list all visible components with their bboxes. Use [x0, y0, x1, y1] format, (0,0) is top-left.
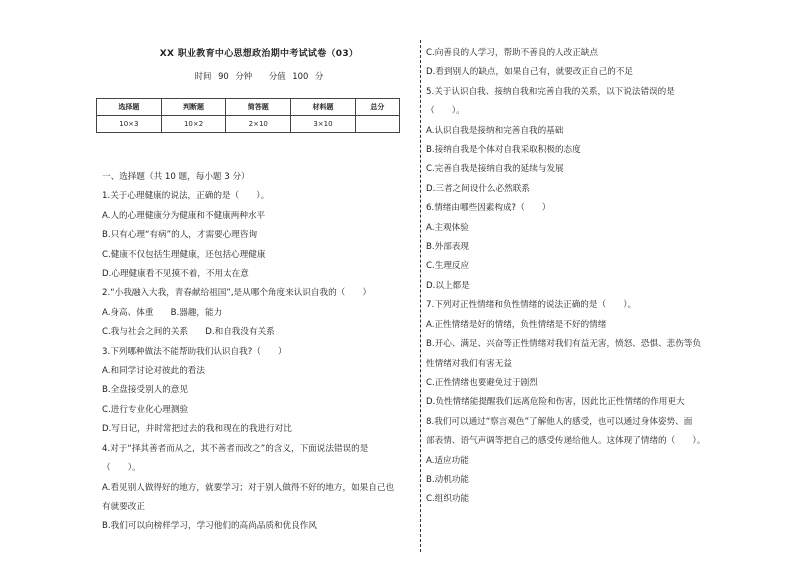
- option-line: C.向善良的人学习，帮助不善良的人改正缺点: [426, 48, 599, 58]
- question-line: 3.下列哪种做法不能帮助我们认识自我?（ ）: [102, 346, 287, 357]
- option-line: D.写日记，并时常把过去的我和现在的我进行对比: [102, 424, 292, 435]
- option-line: A.适应功能: [426, 455, 469, 466]
- option-line: C.健康不仅包括生理健康，还包括心理健康: [102, 249, 266, 260]
- option-line: B.开心、满足、兴奋等正性情绪对我们有益无害，愤怒、恐惧、悲伤等负: [426, 339, 702, 350]
- score-table: [96, 98, 400, 133]
- score-header-cell: 简答题: [226, 99, 291, 116]
- score-value-cell: 10×3: [97, 116, 162, 133]
- question-line: 4.对于“择其善者而从之，其不善者而改之”的含义，下面说法错误的是: [102, 443, 369, 454]
- exam-title: XX 职业教育中心思想政治期中考试试卷（03）: [159, 49, 359, 59]
- question-line: 1.关于心理健康的说法，正确的是（ ）。: [102, 191, 270, 202]
- score-header-cell: 总分: [355, 99, 399, 116]
- option-line: C.进行专业化心理测验: [102, 404, 189, 415]
- option-line: 有就要改正: [102, 501, 145, 512]
- option-line: A.和同学讨论对彼此的看法: [102, 366, 205, 377]
- score-header-cell: 材料题: [291, 99, 356, 116]
- question-line: 5.关于认识自我、接纳自我和完善自我的关系，以下说法错误的是: [426, 86, 675, 97]
- question-line: 部表情、语气声调等把自己的感受传递给他人。这体现了情绪的（ ）。: [426, 436, 706, 447]
- score-value-cell: 10×2: [161, 116, 226, 133]
- score-table-header-row: [97, 99, 400, 116]
- left-column: [102, 168, 414, 537]
- option-line: 性情绪对我们有害无益: [426, 358, 512, 369]
- score-table-value-row: [97, 116, 400, 133]
- option-line: A.看见别人做得好的地方，就要学习；对于别人做得不好的地方，如果自己也: [102, 482, 395, 493]
- question-line: 2.“小我融入大我，青春献给祖国”,是从哪个角度来认识自我的（ ）: [102, 288, 372, 299]
- question-line: 6.情绪由哪些因素构成?（ ）: [426, 203, 551, 214]
- option-line: B.全盘接受别人的意见: [102, 385, 188, 396]
- right-column: [426, 44, 758, 510]
- option-line: D.三者之间设什么必然联系: [426, 183, 530, 194]
- option-line: B.只有心理“有病”的人，才需要心理咨询: [102, 230, 258, 241]
- option-line: A.认识自我是接纳和完善自我的基础: [426, 125, 564, 136]
- option-line: C.正性情绪也要避免过于剧烈: [426, 377, 538, 388]
- option-line: C.生理反应: [426, 261, 470, 272]
- score-value-cell: 3×10: [291, 116, 356, 133]
- score-value-cell: [355, 116, 399, 133]
- section-title: 一、选择题（共 10 题，每小题 3 分）: [102, 172, 250, 182]
- score-value-cell: 2×10: [226, 116, 291, 133]
- exam-subtitle: 时间 90 分钟 分值 100 分: [194, 71, 324, 81]
- option-line: A.主观体验: [426, 222, 469, 233]
- option-line: D.看到别人的缺点，如果自己有，就要改正自己的不足: [426, 67, 634, 78]
- option-line: A.人的心理健康分为健康和不健康两种水平: [102, 210, 266, 221]
- question-line: 7.下列对正性情绪和负性情绪的说法正确的是（ ）。: [426, 300, 637, 311]
- option-line: A.正性情绪是好的情绪，负性情绪是不好的情绪: [426, 319, 607, 330]
- question-line: （ ）。: [102, 463, 141, 474]
- question-line: 8.我们可以通过“察言观色”了解他人的感受，也可以通过身体姿势、面: [426, 416, 693, 427]
- column-divider: [420, 40, 421, 552]
- option-line: D.以上都是: [426, 280, 470, 291]
- score-header-cell: 判断题: [161, 99, 226, 116]
- option-line: C.我与社会之间的关系 D.和自我没有关系: [102, 327, 275, 338]
- option-line: D.负性情绪能提醒我们远离危险和伤害，因此比正性情绪的作用更大: [426, 397, 685, 408]
- option-line: B.我们可以向榜样学习，学习他们的高尚品质和优良作风: [102, 521, 317, 532]
- option-line: A.身高、体重 B.器趣，能力: [102, 307, 223, 318]
- question-line: （ ）。: [426, 106, 465, 117]
- option-line: D.心理健康看不见摸不着，不用太在意: [102, 269, 249, 280]
- option-line: B.动机功能: [426, 474, 470, 485]
- option-line: C.组织功能: [426, 494, 470, 505]
- option-line: C.完善自我是接纳自我的延续与发展: [426, 164, 564, 175]
- option-line: B.外部表现: [426, 242, 470, 253]
- score-header-cell: 选择题: [97, 99, 162, 116]
- option-line: B.接纳自我是个体对自我采取积极的态度: [426, 145, 581, 156]
